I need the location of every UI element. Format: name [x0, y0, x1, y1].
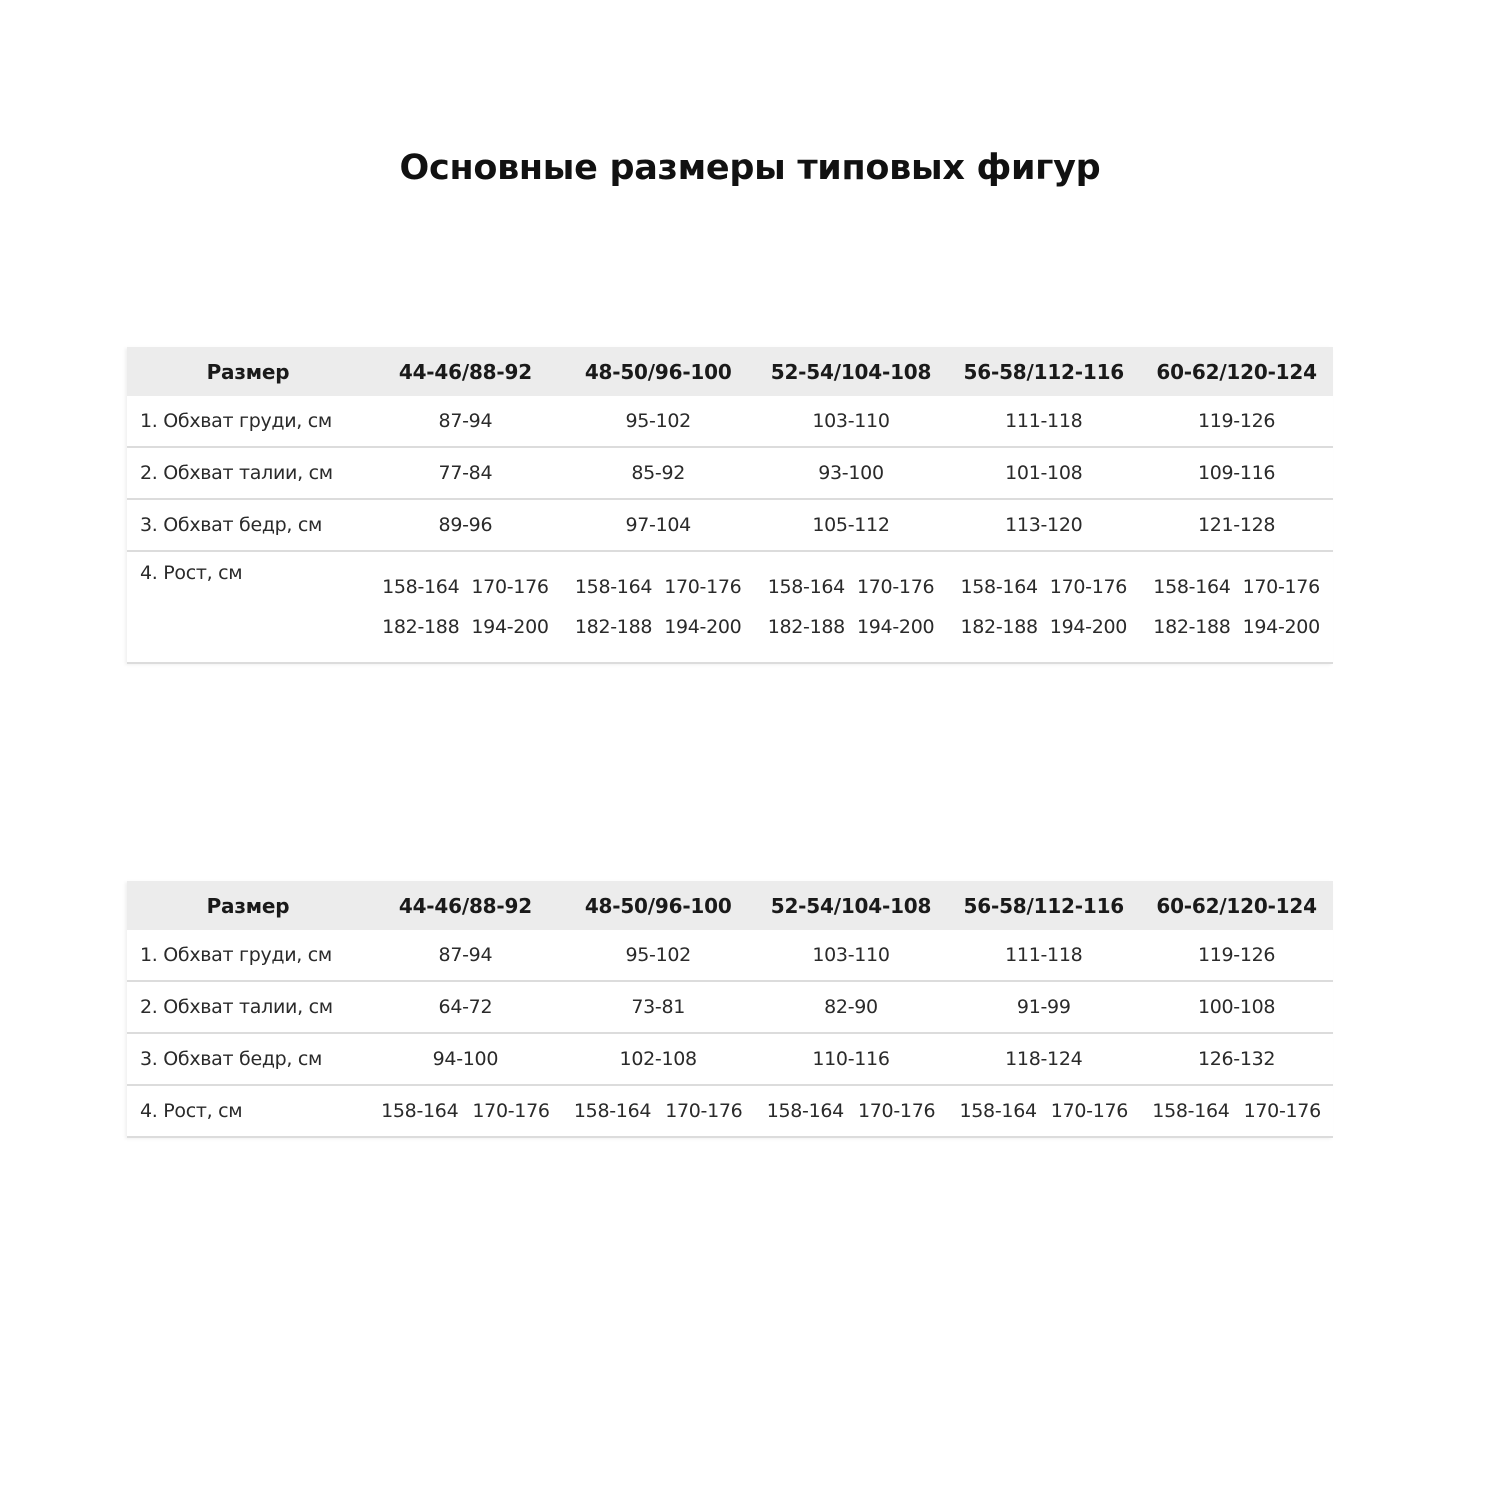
- height-value: 158-164: [766, 1100, 844, 1122]
- row-label: 2. Обхват талии, см: [127, 447, 369, 499]
- height-value: 170-176: [471, 576, 549, 598]
- row-label: 3. Обхват бедр, см: [127, 499, 369, 551]
- height-value: 182-188: [767, 616, 845, 638]
- column-header: 56-58/112-116: [947, 881, 1140, 930]
- table-row: [127, 930, 1333, 981]
- table-cell: 91-99: [947, 981, 1140, 1033]
- table-cell: 82-90: [755, 981, 948, 1033]
- table-cell: 113-120: [947, 499, 1140, 551]
- height-cell: [755, 1085, 948, 1137]
- table-cell: 87-94: [369, 930, 562, 981]
- height-value: 194-200: [1242, 616, 1320, 638]
- height-value: 158-164: [574, 576, 653, 598]
- column-header: 56-58/112-116: [947, 347, 1140, 396]
- table-row: [127, 1033, 1333, 1085]
- height-value: 158-164: [767, 576, 845, 598]
- table-cell: 73-81: [562, 981, 755, 1033]
- column-header: Размер: [127, 881, 369, 930]
- column-header: 44-46/88-92: [369, 347, 562, 396]
- table-cell: 100-108: [1140, 981, 1333, 1033]
- table-row: [127, 447, 1333, 499]
- table-row-height: [127, 1085, 1333, 1137]
- table-cell: 110-116: [755, 1033, 948, 1085]
- table-cell: 118-124: [947, 1033, 1140, 1085]
- table-header-row: [127, 881, 1333, 930]
- height-value: 158-164: [1152, 1100, 1230, 1122]
- row-label: 1. Обхват груди, см: [127, 396, 369, 447]
- height-value: 158-164: [381, 1100, 459, 1122]
- height-value: 170-176: [665, 1100, 743, 1122]
- table-cell: 111-118: [947, 396, 1140, 447]
- row-label: 4. Рост, см: [127, 1085, 369, 1137]
- height-cell: [562, 551, 755, 663]
- table-cell: 93-100: [755, 447, 948, 499]
- height-cell: [1140, 551, 1333, 663]
- height-cell: [1140, 1085, 1333, 1137]
- height-cell: [369, 551, 562, 663]
- table-cell: 97-104: [562, 499, 755, 551]
- height-value: 170-176: [857, 1100, 936, 1122]
- table-row-height: [127, 551, 1333, 663]
- height-value: 170-176: [1242, 576, 1320, 598]
- height-value: 158-164: [1153, 576, 1231, 598]
- height-value: 170-176: [664, 576, 742, 598]
- height-value: 170-176: [472, 1100, 550, 1122]
- table-cell: 85-92: [562, 447, 755, 499]
- column-header: Размер: [127, 347, 369, 396]
- height-value: 170-176: [1050, 1100, 1129, 1122]
- height-value: 158-164: [959, 1100, 1037, 1122]
- column-header: 48-50/96-100: [562, 881, 755, 930]
- height-value: 182-188: [574, 616, 653, 638]
- height-value: 194-200: [471, 616, 549, 638]
- height-cell: [562, 1085, 755, 1137]
- table-cell: 121-128: [1140, 499, 1333, 551]
- table-cell: 119-126: [1140, 396, 1333, 447]
- table-cell: 102-108: [562, 1033, 755, 1085]
- column-header: 48-50/96-100: [562, 347, 755, 396]
- table-cell: 89-96: [369, 499, 562, 551]
- table-cell: 109-116: [1140, 447, 1333, 499]
- row-label: 1. Обхват груди, см: [127, 930, 369, 981]
- table-cell: 95-102: [562, 930, 755, 981]
- table-header-row: [127, 347, 1333, 396]
- column-header: 52-54/104-108: [755, 881, 948, 930]
- height-value: 170-176: [1243, 1100, 1321, 1122]
- page-title: Основные размеры типовых фигур: [399, 148, 1101, 188]
- height-value: 158-164: [960, 576, 1038, 598]
- size-table-2: [127, 881, 1333, 1138]
- height-cell: [755, 551, 948, 663]
- table-row: [127, 981, 1333, 1033]
- size-table-1: [127, 347, 1333, 664]
- table-cell: 111-118: [947, 930, 1140, 981]
- height-cell: [947, 1085, 1140, 1137]
- table-cell: 103-110: [755, 396, 948, 447]
- table-cell: 95-102: [562, 396, 755, 447]
- height-value: 194-200: [664, 616, 742, 638]
- height-value: 170-176: [1049, 576, 1128, 598]
- table-cell: 126-132: [1140, 1033, 1333, 1085]
- height-value: 182-188: [1153, 616, 1231, 638]
- table-row: [127, 499, 1333, 551]
- table-cell: 105-112: [755, 499, 948, 551]
- row-label: 2. Обхват талии, см: [127, 981, 369, 1033]
- table-cell: 119-126: [1140, 930, 1333, 981]
- table-cell: 77-84: [369, 447, 562, 499]
- height-value: 158-164: [573, 1100, 652, 1122]
- table-cell: 94-100: [369, 1033, 562, 1085]
- table-cell: 64-72: [369, 981, 562, 1033]
- height-value: 194-200: [1049, 616, 1128, 638]
- row-label: 3. Обхват бедр, см: [127, 1033, 369, 1085]
- column-header: 44-46/88-92: [369, 881, 562, 930]
- row-label: 4. Рост, см: [127, 551, 369, 663]
- table-cell: 101-108: [947, 447, 1140, 499]
- table-cell: 87-94: [369, 396, 562, 447]
- height-value: 194-200: [856, 616, 935, 638]
- height-cell: [947, 551, 1140, 663]
- column-header: 60-62/120-124: [1140, 881, 1333, 930]
- height-value: 158-164: [382, 576, 460, 598]
- height-value: 170-176: [856, 576, 935, 598]
- column-header: 52-54/104-108: [755, 347, 948, 396]
- column-header: 60-62/120-124: [1140, 347, 1333, 396]
- height-value: 182-188: [382, 616, 460, 638]
- height-cell: [369, 1085, 562, 1137]
- table-cell: 103-110: [755, 930, 948, 981]
- height-value: 182-188: [960, 616, 1038, 638]
- table-row: [127, 396, 1333, 447]
